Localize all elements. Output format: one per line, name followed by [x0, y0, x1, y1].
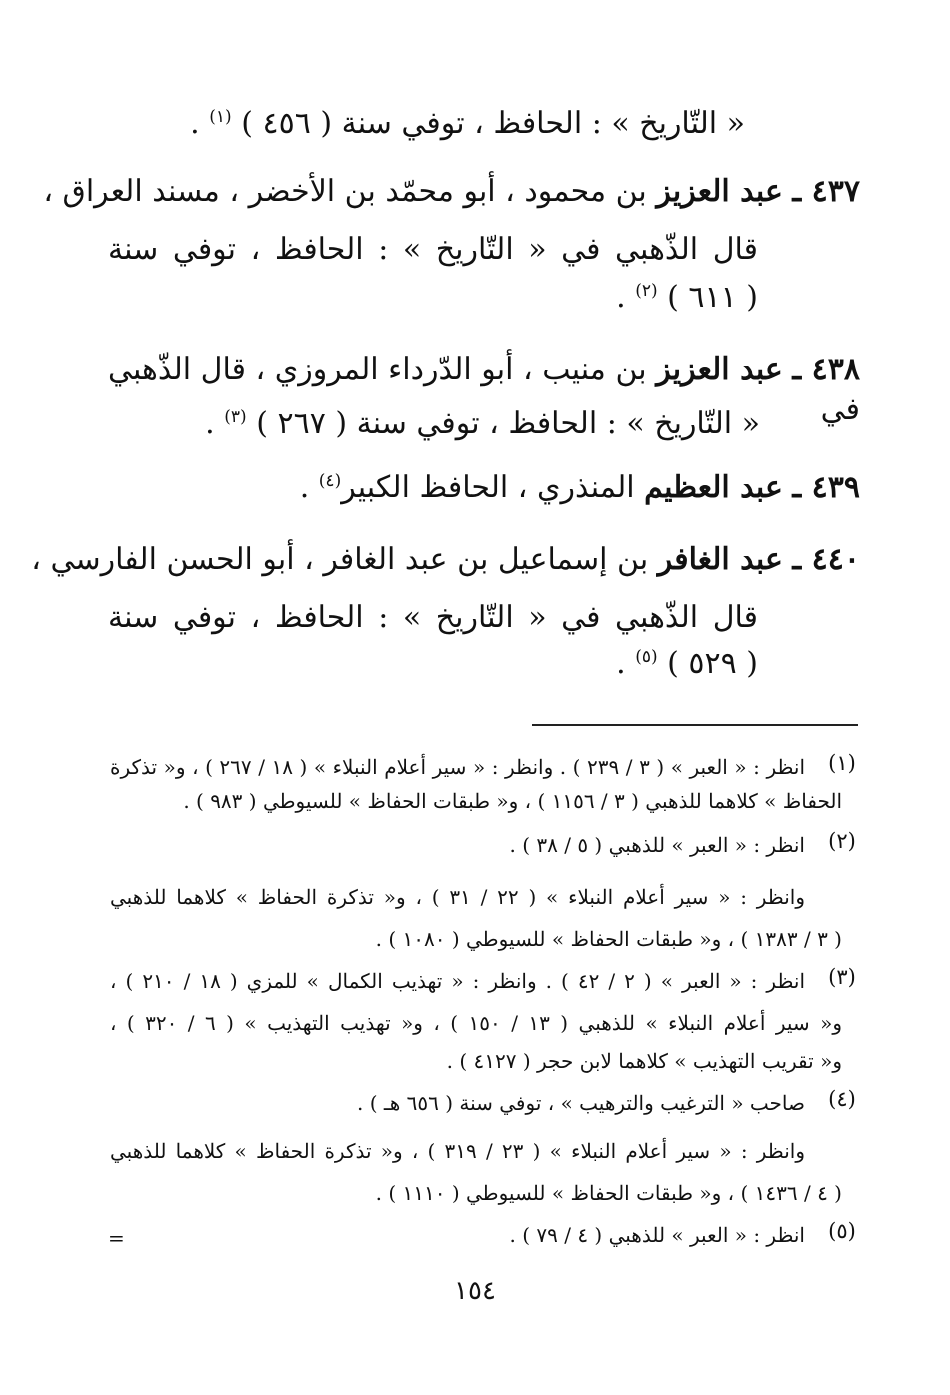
- period: .: [616, 280, 626, 315]
- entry-438-line-2: [205, 404, 760, 444]
- entry-number: ٤٤٠ ـ: [792, 542, 860, 577]
- entry-name: عبد الغافر: [657, 542, 783, 577]
- footnote-2-line-1: انظر : « العبر » للذهبي ( ٥ / ٣٨ ) .: [509, 833, 805, 857]
- footnote-ref: (٢): [635, 281, 658, 301]
- period: .: [616, 646, 626, 681]
- entry-number: ٤٣٩ ـ: [792, 470, 860, 505]
- footnote-ref: (١): [209, 107, 232, 127]
- entry-text: ( ٦١١ ): [667, 280, 758, 315]
- footnote-3-line-3: و« تقريب التهذيب » كلاهما لابن حجر ( ٤١٢٧ ) .: [446, 1049, 842, 1073]
- entry-text: بن إسماعيل بن عبد الغافر ، أبو الحسن الفارسي ،: [31, 542, 649, 577]
- entry-name: عبد العزيز: [656, 174, 783, 209]
- footnote-5-line-1: انظر : « العبر » للذهبي ( ٤ / ٧٩ ) .: [509, 1223, 805, 1247]
- entry-437-line-2: [108, 230, 758, 270]
- entry-text: بن محمود ، أبو محمّد بن الأخضر ، مسند العراق ،: [43, 174, 647, 209]
- footnote-2-line-2: وانظر : « سير أعلام النبلاء » ( ٢٢ / ٣١ ) ، و« تذكرة الحفاظ » كلاهما للذهبي: [110, 885, 805, 909]
- footnote-number: (١): [828, 751, 856, 775]
- entry-name: عبد العزيز: [656, 352, 783, 387]
- entry-number: ٤٣٨ ـ: [792, 352, 861, 387]
- page-number: ١٥٤: [454, 1276, 496, 1306]
- footnote-4-line-2: وانظر : « سير أعلام النبلاء » ( ٢٣ / ٣١٩ ) ، و« تذكرة الحفاظ » كلاهما للذهبي: [110, 1139, 805, 1163]
- continuation-mark: =: [108, 1226, 125, 1250]
- entry-439-line-1: [300, 468, 860, 508]
- footnote-ref: (٥): [635, 647, 658, 667]
- period: .: [205, 406, 215, 441]
- entry-text: قال الذّهبي في « التّاريخ » : الحافظ ، توفي سنة: [108, 232, 758, 267]
- entry-name: عبد العظيم: [644, 470, 783, 505]
- footnote-3-line-2: و« سير أعلام النبلاء » للذهبي ( ١٣ / ١٥٠ ) ، و« تهذيب التهذيب » ( ٦ / ٣٢٠ ) ،: [110, 1011, 843, 1035]
- footnote-number: (٣): [828, 965, 856, 989]
- entry-number: ٤٣٧ ـ: [792, 174, 860, 209]
- footnote-1-line-1: انظر : « العبر » ( ٣ / ٢٣٩ ) . وانظر : « سير أعلام النبلاء » ( ١٨ / ٢٦٧ ) ، و« تذكرة: [110, 755, 806, 779]
- footnote-number: (٤): [828, 1087, 856, 1111]
- entry-440-line-3: [616, 644, 758, 684]
- entry-440-line-2: [108, 598, 758, 638]
- footnote-2-line-3: ( ٣ / ١٣٨٣ ) ، و« طبقات الحفاظ » للسيوطي ( ١٠٨٠ ) .: [375, 927, 842, 951]
- period: .: [299, 470, 310, 505]
- period: .: [190, 106, 200, 141]
- entry-text: ( ٥٢٩ ): [667, 646, 758, 681]
- footnote-3-line-1: انظر : « العبر » ( ٢ / ٤٢ ) . وانظر : « تهذيب الكمال » للمزي ( ١٨ / ٢١٠ ) ،: [110, 969, 805, 993]
- entry-437-line-3: [616, 278, 758, 318]
- footnote-separator: [532, 724, 858, 726]
- footnote-number: (٥): [828, 1219, 856, 1243]
- footnote-4-line-3: ( ٤ / ١٤٣٦ ) ، و« طبقات الحفاظ » للسيوطي ( ١١١٠ ) .: [375, 1181, 842, 1205]
- entry-text: بن منيب ، أبو الدّرداء المروزي ، قال الذّهبي في: [108, 352, 860, 427]
- footnote-1-line-2: الحفاظ » كلاهما للذهبي ( ٣ / ١١٥٦ ) ، و« طبقات الحفاظ » للسيوطي ( ٩٨٣ ) .: [183, 789, 842, 813]
- entry-continuation-line: [190, 104, 745, 144]
- footnote-number: (٢): [828, 829, 856, 853]
- entry-440-line-1: [31, 540, 860, 580]
- entry-437-line-1: [43, 172, 860, 212]
- footnote-ref: (٤): [318, 471, 342, 491]
- entry-text: « التّاريخ » : الحافظ ، توفي سنة ( ٤٥٦ ): [241, 106, 745, 141]
- entry-text: « التّاريخ » : الحافظ ، توفي سنة ( ٢٦٧ ): [256, 406, 760, 441]
- footnote-ref: (٣): [224, 407, 247, 427]
- entry-text: قال الذّهبي في « التّاريخ » : الحافظ ، توفي سنة: [108, 600, 758, 635]
- footnote-4-line-1: صاحب « الترغيب والترهيب » ، توفي سنة ( ٦٥٦ هـ ) .: [357, 1091, 805, 1115]
- entry-text: المنذري ، الحافظ الكبير: [341, 470, 635, 505]
